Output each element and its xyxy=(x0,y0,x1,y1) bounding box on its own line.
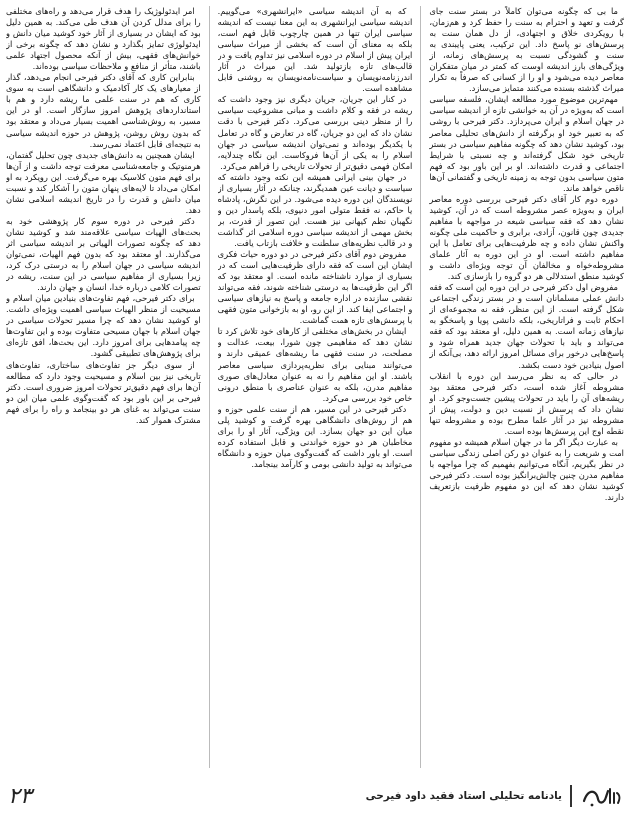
paragraph: دکتر فیرحی در این مسیر، هم از سنت علمی حوزه و هم از روش‌های دانشگاهی بهره گرفت و کوشید پلی میان این دو جهان بسازد. این ویژگی، آثار او را برای مخاطبان هر دو حوزه خواندنی و قابل استفاده کرده است. او باور داشت که گفت‌وگوی میان حوزه و دانشگاه می‌تواند به تولید دانشی بومی و کارآمد بینجامد. xyxy=(217,403,413,469)
paragraph: در جهان بینی ایرانی همیشه این نکته وجود داشته که سیاست و دیانت عین همدیگرند، چنانکه در آثار بسیاری از نویسندگان این دوره دیده می‌شود. در این نگرش، پادشاه یا حاکم، نه فقط متولی امور دنیوی، بلکه پاسدار دین و نگهبان نظم کیهانی نیز هست. این تصور از قدرت، بر بخش مهمی از اندیشه سیاسی دوره اسلامی اثر گذاشت و در قالب نظریه‌های سلطنت و خلافت بازتاب یافت. xyxy=(217,171,413,248)
page-number: ۲۳ xyxy=(8,783,32,809)
page-footer xyxy=(8,776,622,816)
column-right xyxy=(429,6,624,768)
paragraph: مهم‌ترین موضوع مورد مطالعه ایشان، فلسفه سیاسی است که به‌ویژه در آن به خوانشی تازه از اندیشه سیاسی در جهان اسلام و ایران می‌پردازد. دکتر فیرحی با روشی که به تعبیر خود او برگرفته از دانش‌های تحلیلی معاصر بود، کوشید نشان دهد که چگونه مفاهیم سیاسی در بستر تاریخی خود شکل گرفته‌اند و چه نسبتی با شرایط اجتماعی و قدرت داشته‌اند. او بر این باور بود که فهم متون سیاسی بدون توجه به زمینه تاریخی و گفتمانی آن‌ها ناقص خواهد ماند. xyxy=(429,94,624,193)
text-columns xyxy=(6,6,624,768)
footer-branding xyxy=(366,783,622,809)
paragraph: ما بی که چگونه می‌توان کاملاً در بستر سنت جای گرفت و تعهد و احترام به سنت را حفظ کرد و هم‌زمان، با رویکردی خلاق و اجتهادی، از دل همان سنت به پرسش‌های نو پاسخ داد. این ترکیب، یعنی پایبندی به سنت و گشودگی نسبت به پرسش‌های زمانه، از ویژگی‌های بارز اندیشه اوست که کمتر در میان متفکران معاصر دیده می‌شود و او را از کسانی که صرفاً به تکرار میراث گذشته بسنده می‌کنند متمایز می‌سازد. xyxy=(429,6,624,94)
paragraph: دکتر فیرحی در دوره سوم کار پژوهشی خود به بحث‌های الهیات سیاسی علاقه‌مند شد و کوشید نشان دهد که چگونه تصورات الهیاتی بر اندیشه سیاسی اثر می‌گذارند. او معتقد بود که بدون فهم الهیات، نمی‌توان اندیشه سیاسی در جهان اسلام را به درستی درک کرد، زیرا بسیاری از مفاهیم سیاسی در این سنت، ریشه در تصورات کلامی درباره خدا، انسان و جهان دارند. xyxy=(5,215,201,293)
publication-title: یادنامه تحلیلی استاد فقید داود فیرحی xyxy=(365,790,562,802)
column-left xyxy=(6,6,201,768)
column-divider xyxy=(209,6,210,768)
magazine-logo-icon xyxy=(580,783,622,809)
paragraph: از سوی دیگر جز تفاوت‌های ساختاری، تفاوت‌های تاریخی نیز بین اسلام و مسیحیت وجود دارد که مطالعه آن‌ها برای فهم دقیق‌تر تحولات امروز ضروری است. دکتر فیرحی بر این باور بود که گفت‌وگوی علمی میان این دو سنت می‌تواند به غنای هر دو بینجامد و راه را برای فهم مشترک هموار کند. xyxy=(5,359,201,425)
paragraph: که به آن اندیشه سیاسی «ایرانشهری» می‌گوییم. اندیشه سیاسی ایرانشهری به این معنا نیست که اندیشه سیاسی ایران تنها در همین چارچوب قابل فهم است، بلکه به معنای آن است که بخشی از میراث سیاسی ایران پیش از اسلام در دوره اسلامی نیز تداوم یافت و در قالب‌های تازه بازتولید شد. این میراث در آثار اندرزنامه‌نویسان و سیاست‌نامه‌نویسان به روشنی قابل مشاهده است. xyxy=(217,6,413,94)
footer-rule xyxy=(570,785,572,807)
paragraph: دوره دوم کار آقای دکتر فیرحی بررسی دوره معاصر ایران و به‌ویژه عصر مشروطه است که در آن، کوشید نشان دهد که فقه سیاسی شیعه در مواجهه با مفاهیم جدیدی چون قانون، آزادی، برابری و حاکمیت ملی چگونه واکنش نشان داده و چه ظرفیت‌هایی برای تعامل با این مفاهیم داشته است. او در این دوره به آثار علمای مشروطه‌خواه و مخالفان آن توجه ویژه‌ای داشت و کوشید منطق استدلالی هر دو گروه را بازسازی کند. xyxy=(429,193,624,282)
paragraph: بنابراین کاری که آقای دکتر فیرحی انجام می‌دهد، گذار از معیارهای یک کار آکادمیک و دانشگاهی است به سوی کاری که هم در سنت علمی ما ریشه دارد و هم با استانداردهای پژوهش امروز سازگار است. او در این مسیر، به روش‌شناسی اهمیت بسیار می‌داد و معتقد بود که بدون روش روشن، پژوهش در حوزه اندیشه سیاسی به نتیجه‌ای قابل اعتماد نمی‌رسد. xyxy=(5,72,201,149)
paragraph: در کنار این جریان، جریان دیگری نیز وجود داشت که ریشه در فقه و کلام داشت و مبانی مشروعیت سیاسی را از منظر دینی بررسی می‌کرد. دکتر فیرحی با دقت نشان داد که این دو جریان، گاه در تعارض و گاه در تعامل با یکدیگر بوده‌اند و نمی‌توان اندیشه سیاسی در جهان اسلام را به یکی از آن‌ها فروکاست. این نگاه چندلایه، امکان فهمی دقیق‌تر از تحولات تاریخی را فراهم می‌کرد. xyxy=(217,94,413,171)
paragraph: ایشان در بخش‌های مختلفی از کارهای خود تلاش کرد تا نشان دهد که مفاهیمی چون شورا، بیعت، عدالت و مصلحت، در سنت فقهی ما ریشه‌های عمیقی دارند و می‌توانند مبنایی برای نظریه‌پردازی سیاسی معاصر باشند. او این مفاهیم را نه به عنوان معادل‌های صوری مفاهیم مدرن، بلکه به عنوان عناصری با منطق درونی خاص خود بررسی می‌کرد. xyxy=(217,326,413,403)
paragraph: در حالی که به نظر می‌رسد این دوره با انقلاب مشروطه آغاز شده است، دکتر فیرحی معتقد بود ریشه‌های آن را باید در تحولات پیشین جست‌وجو کرد. او نشان داد که پرسش از نسبت دین و دولت، پیش از مشروطه نیز در آثار علما مطرح بوده و مشروطه تنها نقطه اوج این پرسش‌ها بوده است. xyxy=(429,370,624,436)
paragraph: برای دکتر فیرحی، فهم تفاوت‌های بنیادین میان اسلام و مسیحیت از منظر الهیات سیاسی اهمیت ویژه‌ای داشت. او کوشید نشان دهد که چرا مسیر تحولات سیاسی در جهان اسلام با جهان مسیحی متفاوت بوده و این تفاوت‌ها چه پیامدهایی برای امروز دارد. این بحث‌ها، افق تازه‌ای برای پژوهش‌های تطبیقی گشود. xyxy=(5,293,201,359)
paragraph: مفروض دوم آقای دکتر فیرحی در دو دوره حیات فکری ایشان این است که فقه دارای ظرفیت‌هایی است که در بسیاری از موارد ناشناخته مانده است. او معتقد بود که اگر این ظرفیت‌ها به درستی شناخته شوند، فقه می‌تواند نقشی سازنده در اداره جامعه و پاسخ به نیازهای سیاسی و اجتماعی ایفا کند. از این رو، او به بازخوانی متون فقهی با پرسش‌های تازه همت گماشت. xyxy=(217,249,413,326)
column-divider xyxy=(420,6,421,768)
column-middle xyxy=(218,6,413,768)
paragraph: به عبارت دیگر اگر ما در جهان اسلام همیشه دو مفهوم امت و شریعت را به عنوان دو رکن اصلی زندگی سیاسی در نظر بگیریم، آنگاه می‌توانیم بفهمیم که چرا مواجهه با مفاهیم مدرن چنین چالش‌برانگیز بوده است. دکتر فیرحی کوشید نشان دهد که این دو مفهوم ظرفیت بازتعریف دارند. xyxy=(429,436,624,503)
paragraph: مفروض اول دکتر فیرحی در این دوره این است که فقه دانش عملی مسلمانان است و در بستر زندگی اجتماعی شکل گرفته است. از این منظر، فقه نه مجموعه‌ای از احکام ثابت و فراتاریخی، بلکه دانشی پویا و پاسخگو به نیازهای زمانه است. به همین دلیل، او معتقد بود که فقه می‌تواند و باید با تحولات جهان جدید همراه شود و پاسخ‌هایی درخور برای مسائل امروز ارائه دهد، بی‌آنکه از اصول بنیادین خود دست بکشد. xyxy=(429,282,624,370)
paragraph: امر ایدئولوژیک را هدف قرار می‌دهد و راه‌های مختلفی را برای مدلل کردن آن هدف طی می‌کند. به همین دلیل بود که ایشان در بسیاری از آثار خود کوشید میان دانش و ایدئولوژی تمایز بگذارد و نشان دهد که چگونه برخی از خوانش‌های فقهی، بیش از آنکه محصول اجتهاد علمی باشند، متأثر از منافع و ملاحظات سیاسی بوده‌اند. xyxy=(5,6,201,72)
paragraph: ایشان همچنین به دانش‌های جدیدی چون تحلیل گفتمان، هرمنوتیک و جامعه‌شناسی معرفت توجه داشت و از آن‌ها برای فهم متون کلاسیک بهره می‌گرفت. این رویکرد به او امکان می‌داد تا لایه‌های پنهان متون را آشکار کند و نسبت میان دانش و قدرت را در تاریخ اندیشه اسلامی نشان دهد. xyxy=(5,149,201,215)
